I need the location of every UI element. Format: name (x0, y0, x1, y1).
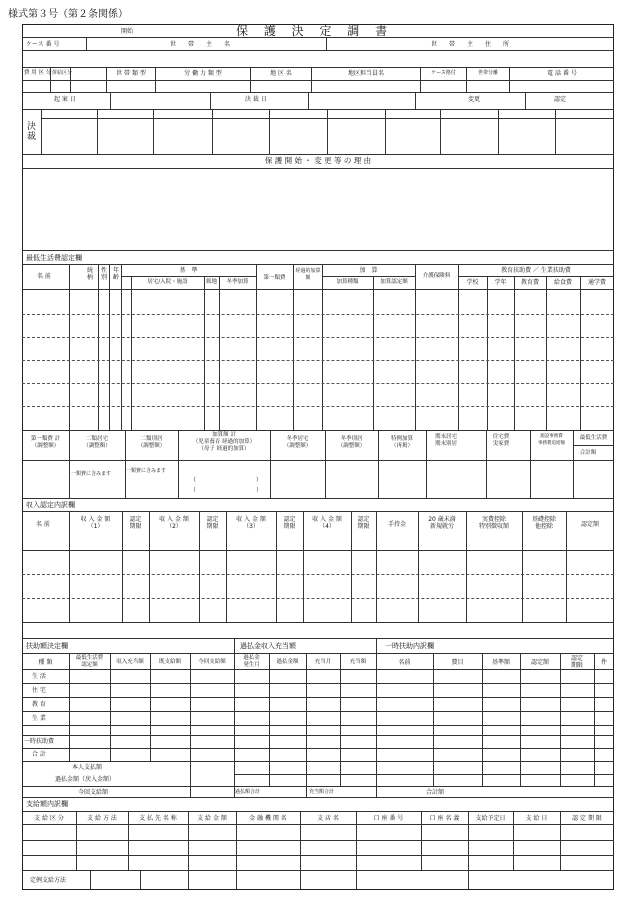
nintei-kigen-4: 認定 期限 (357, 516, 370, 530)
fujo-title: 扶助額決定欄 (26, 642, 68, 650)
ichirui-fukumu-1: 一類費に含みます (71, 471, 112, 477)
kyoiku-seigyo-header: 教育扶助費 ／ 生業扶助費 (501, 267, 571, 274)
koza-meigi-header: 口 座 名 義 (429, 815, 460, 822)
teirei-label: 定例支給方法 (30, 877, 67, 884)
jutou-gokei-label: 充当額合計 (309, 789, 335, 795)
keikateki-header: 経過的加算額 (295, 268, 321, 281)
nintei-kigen-header: 認 定 期 限 (572, 815, 602, 822)
ichiji-name-header: 名前 (398, 659, 411, 666)
fujo-row-seigyo: 生 業 (32, 715, 46, 722)
dai1rui-header: 第一類費 (263, 275, 286, 281)
reason-title: 保 護 開 始 ・ 変 更 等 の 理 由 (264, 156, 372, 165)
paren-close-2: ） (256, 487, 263, 494)
shikyu-title: 支給額内訳欄 (26, 800, 68, 808)
page-title: 保 護 決 定 調 書 (236, 24, 394, 38)
nenrei-header: 年齢 (112, 267, 119, 281)
sum-jutaku: 住宅費 実家費 (492, 434, 510, 447)
shiten-header: 支 店 名 (317, 815, 339, 822)
case-number-label: ケース 番 号 (26, 41, 60, 48)
henko-label: 変更 (468, 96, 481, 103)
setai-ruikei-label: 世 帯 類 型 (116, 70, 146, 77)
sum-nirui-bekkyo: 二類別居 （調整額） (137, 436, 166, 449)
sum-gokei: 合計額 (579, 450, 597, 456)
gakko-header: 学校 (466, 279, 479, 286)
shiharaisaki-header: 支 払 先 名 称 (139, 815, 177, 822)
sum-tokurei: 特例加算 （再掲） (390, 436, 413, 449)
form-number: 様式第３号（第２条関係） (8, 9, 128, 20)
tsugaku-header: 通学費 (587, 279, 606, 286)
fujo-shurui-header: 種 類 (38, 659, 53, 666)
ichiji-nintei-header: 認定額 (530, 659, 549, 666)
kabarai-gaku-label: 過払金額（戻入金額） (55, 776, 116, 783)
chiku-tanto-label: 地区担当員名 (347, 70, 384, 77)
kabarai-jutou-gaku-header: 充当額 (349, 659, 367, 665)
nintei-gaku-header: 認定額 (580, 521, 599, 528)
ichiji-kigen-header: 認定 期限 (570, 655, 583, 669)
kyotaku-header: 居宅/入院・施設 (147, 279, 188, 285)
ichirui-fukumu-2: 一類費に含みます (126, 468, 167, 474)
reason-field[interactable] (23, 169, 613, 249)
seikatsu-title: 最低生活費認定欄 (26, 254, 82, 262)
sum-dai1rui: 第一類費 計 （調整額） (30, 436, 61, 449)
kaigo-hoken-header: 介護保険料 (422, 273, 451, 279)
paren-open-2: （ (190, 487, 197, 494)
kyoiku-hi-header: 教育費 (520, 279, 539, 286)
fujo-row-gokei: 合 計 (32, 751, 46, 758)
shikyu-kingaku-header: 支 給 金 額 (197, 815, 227, 822)
kabarai-title: 過払金収入充当額 (240, 642, 296, 650)
sum-kimatsu: 期末居宅 期末別居 (434, 434, 457, 447)
kabarai-jutou-tsuki-header: 充当月 (314, 659, 332, 665)
shunyu-name-header: 名 前 (36, 521, 50, 528)
miman20-header: 20 歳未満 新規就労 (428, 516, 456, 530)
setai-jusho-field[interactable] (327, 51, 614, 66)
ichiji-kijun-header: 基準額 (491, 659, 510, 666)
ichiji-gokei-label: 合計額 (426, 789, 445, 796)
nintei-kigen-3: 認定 期限 (283, 516, 296, 530)
setai-bunri-label: 世帯分離 (477, 70, 498, 76)
fujo-row-seikatsu: 生 活 (32, 673, 46, 680)
shunyu-title: 収入認定内訳欄 (26, 501, 75, 509)
nintei-label: 認定 (554, 96, 567, 103)
kessai-bi-label: 決 裁 日 (245, 96, 267, 103)
fujo-konkai-header: 今回支給額 (198, 659, 226, 665)
fujo-saitei-header: 最低生活費 認定額 (75, 655, 104, 668)
kyuchi-header: 級地 (205, 279, 217, 285)
sum-shisetsu: 施設事務費 事務費追給額 (538, 434, 565, 446)
setai-nushi-field[interactable] (87, 51, 326, 66)
kian-bi-label: 起 案 日 (54, 96, 76, 103)
case-kakuzuke-label: ケース格付 (431, 70, 456, 76)
heikyu-kubun-label: 併給区分 (52, 70, 73, 76)
sum-boshi: （母子 経過的加算） (198, 446, 250, 452)
kinyu-kikan-header: 金 融 機 関 名 (249, 815, 287, 822)
shunyu-g4-header: 収 入 金 額 （4） (312, 516, 342, 530)
shikyu-bi-header: 支 給 日 (525, 815, 548, 822)
ichiji-ken-header: 件 (600, 659, 607, 666)
kiso-header: 基礎控除 他控除 (531, 516, 556, 530)
jippi-header: 実費控除 特別徴収額 (478, 516, 509, 530)
kasan-nintei-header: 加算認定額 (380, 279, 408, 285)
case-number-field[interactable] (23, 51, 86, 66)
kasan-shurui-header: 加算種類 (336, 279, 359, 285)
shikyu-kubun-header: 支 給 区 分 (34, 815, 64, 822)
name-header: 名 前 (37, 273, 51, 280)
chiku-mei-label: 地 区 名 (270, 70, 292, 77)
toki-kasan-header: 冬季加算 (226, 279, 249, 285)
sum-kasan-kei: 加算額 計 (212, 432, 236, 438)
sum-saitei: 最低生活費 (579, 435, 608, 441)
paren-close-1: ） (256, 477, 263, 484)
sum-toki-bekkyo: 冬季別居 （調整額） (337, 436, 366, 449)
ichiji-himoku-header: 費目 (451, 659, 464, 666)
shunyu-g3-header: 収 入 金 額 （3） (236, 516, 266, 530)
zokugara-header: 続柄 (86, 267, 93, 281)
temochi-header: 手持金 (387, 521, 406, 528)
kabarai-hassei-header: 過払金 発生月 (243, 655, 260, 668)
paren-open-1: （ (190, 477, 197, 484)
koza-bango-header: 口 座 番 号 (373, 815, 404, 822)
fujo-row-kyoiku: 教 育 (32, 701, 46, 708)
nintei-kigen-1: 認定 期限 (129, 516, 142, 530)
kessai-label: 決裁 (27, 122, 37, 142)
gakunen-header: 学年 (494, 279, 507, 286)
kijun-header: 基 準 (179, 267, 198, 274)
fujo-row-ichiji: 一時扶助費 (24, 738, 55, 745)
kyushoku-header: 給食費 (553, 279, 572, 286)
nintei-kigen-2: 認定 期限 (206, 516, 219, 530)
kabarai-kingaku-header: 過払金額 (276, 659, 299, 665)
sum-toki-kyotaku: 冬季居宅 （調整額） (283, 436, 312, 449)
kabarai-gokei-label: 過払額合計 (235, 789, 261, 795)
shunyu-g2-header: 収 入 金 額 （2） (159, 516, 189, 530)
sum-nirui-kyotaku: 二類居宅 （調整額） (83, 436, 111, 449)
setai-nushi-label: 世 帯 主 名 (169, 41, 230, 48)
seibetsu-header: 性別 (100, 267, 107, 281)
sum-jido-yoiku: （児童養育 経過的加算） (192, 439, 256, 445)
fujo-shunyu-jutou-header: 収入充当額 (116, 659, 144, 665)
shunyu-g1-header: 収 入 金 額 （1） (80, 516, 111, 530)
fujo-kishikyu-header: 既支給額 (158, 659, 181, 665)
setai-jusho-label: 世 帯 主 住 所 (430, 41, 509, 48)
honnin-label: 本人支払額 (72, 764, 103, 771)
rodo-ruikei-label: 労 働 力 類 型 (184, 70, 222, 77)
fujo-row-jutaku: 住 宅 (32, 687, 46, 694)
denwa-label: 電 話 番 号 (547, 70, 577, 77)
hiyo-kubun-label: 費 用 区 分 (24, 70, 52, 76)
kasan-header: 加 算 (359, 267, 378, 274)
kaishi-label: 開始 (121, 28, 134, 35)
shikyu-yotei-header: 支給予定日 (475, 815, 506, 822)
shikyu-hoho-header: 支 給 方 法 (87, 815, 117, 822)
konkai-shikyu-label: 今回支給額 (78, 789, 109, 796)
ichiji-title: 一時扶助内訳欄 (385, 642, 434, 650)
